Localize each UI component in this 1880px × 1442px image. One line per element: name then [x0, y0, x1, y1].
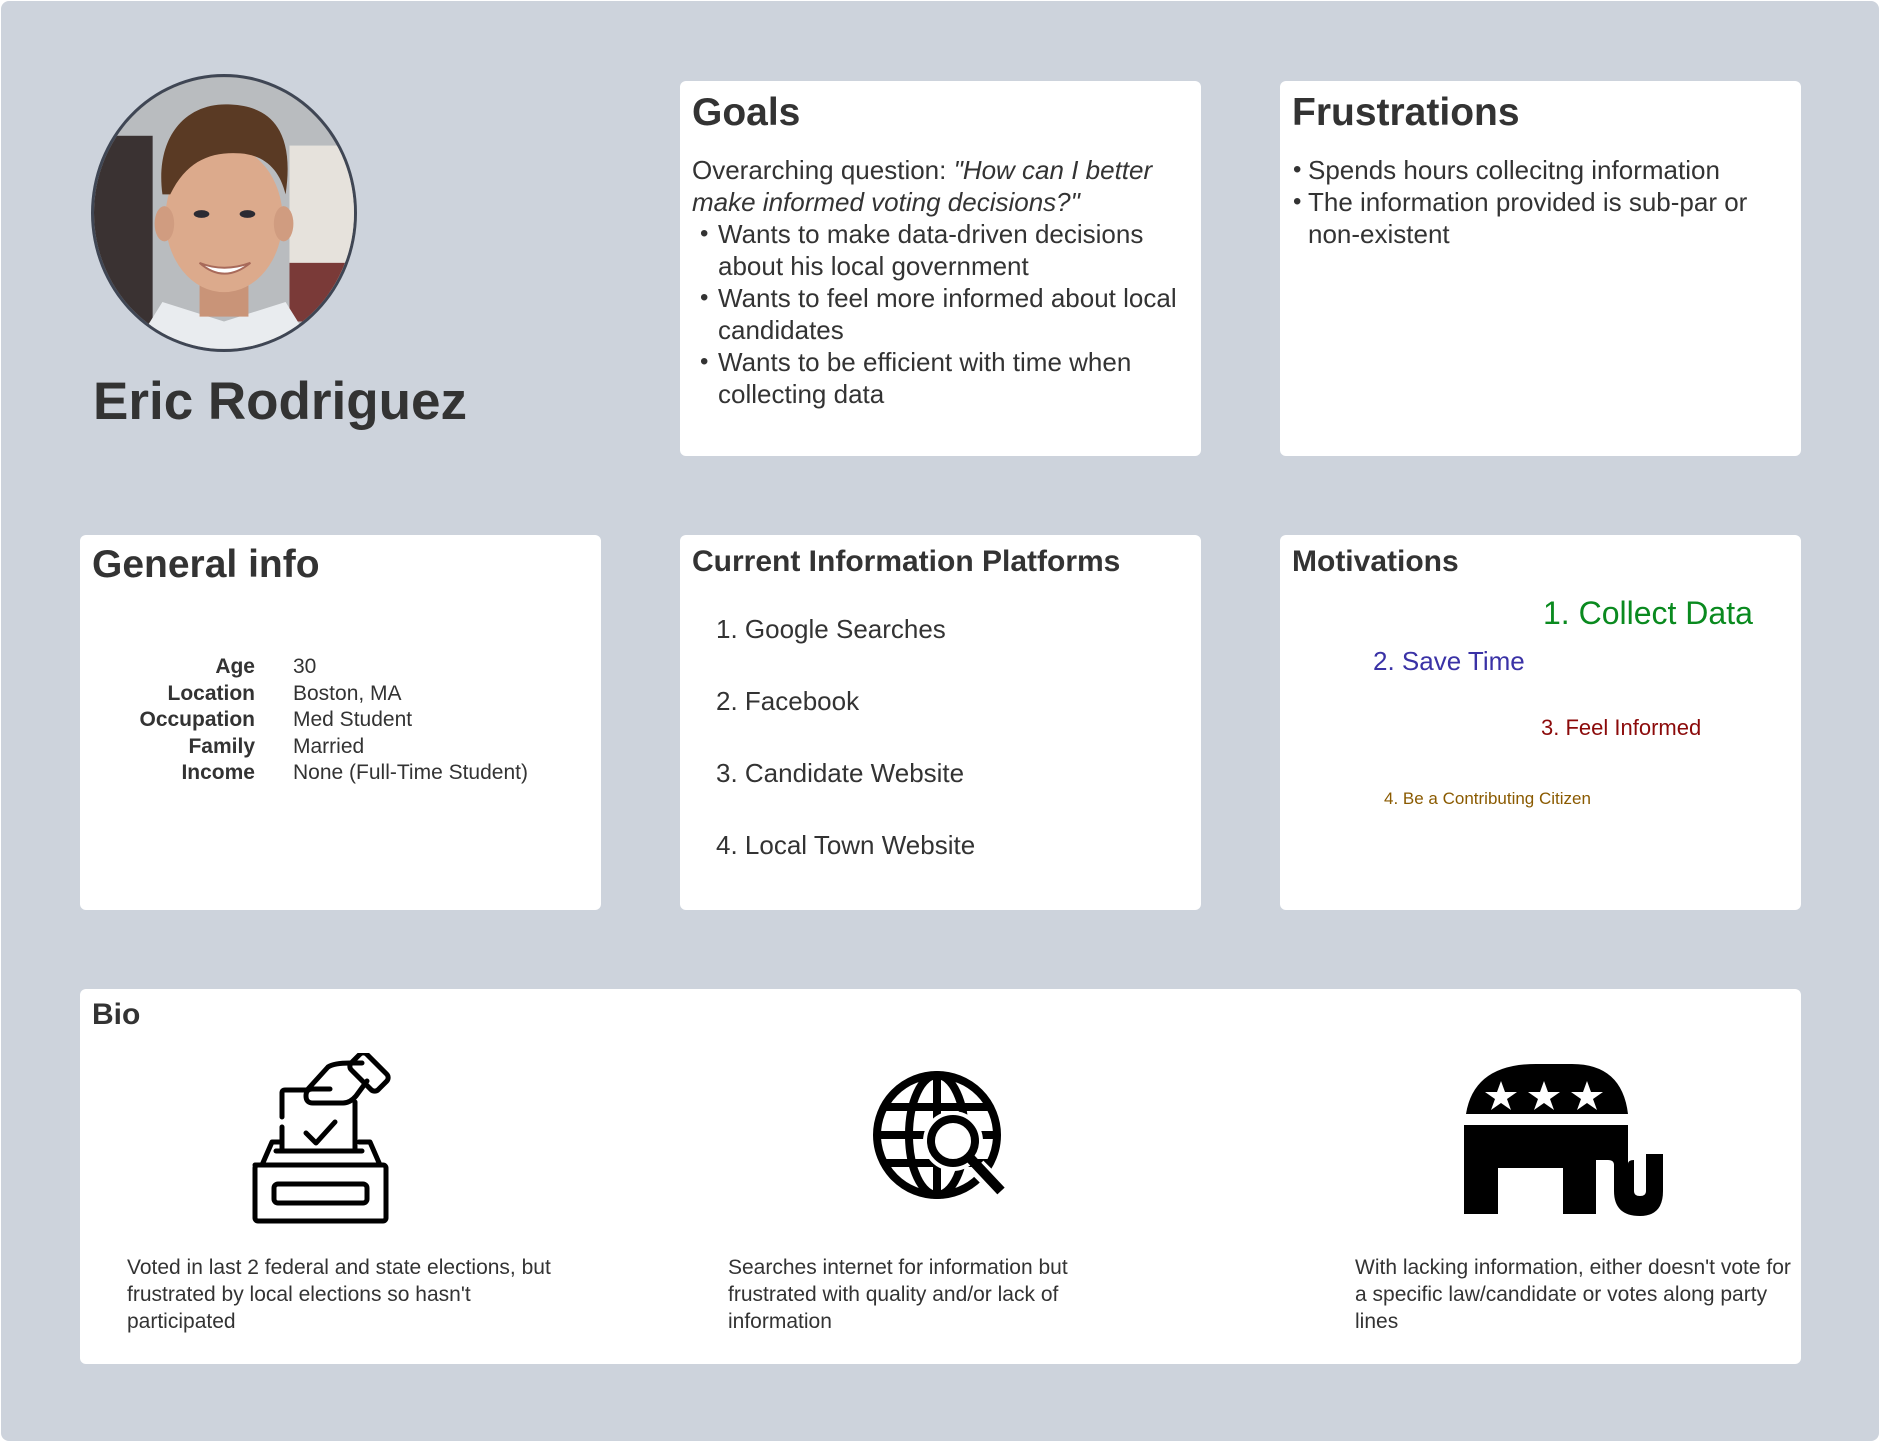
motivation-contributing-citizen: 4. Be a Contributing Citizen — [1384, 789, 1591, 808]
frustrations-list-item: • The information provided is sub-par or non-existent — [1285, 186, 1785, 250]
general-info-card — [80, 535, 601, 910]
platforms-list-item: 3. Candidate Website — [716, 758, 965, 788]
frustrations-title: Frustrations — [1292, 91, 1520, 134]
avatar — [91, 74, 357, 352]
info-row-location: Location Boston, MA — [167, 681, 402, 705]
motivation-save-time: 2. Save Time — [1373, 646, 1525, 676]
bio-text-party-lines: With lacking information, either doesn't vote for a specific law/candidate or votes along party lines — [1355, 1256, 1791, 1333]
persona-page — [1, 1, 1879, 1441]
goals-list-item: • Wants to make data-driven decisions about his local government — [692, 218, 1192, 282]
persona-name: Eric Rodriguez — [93, 372, 468, 431]
globe-search-icon — [873, 1071, 1009, 1203]
info-row-family: Family Married — [188, 734, 365, 758]
bio-text-voting: Voted in last 2 federal and state elections, but frustrated by local elections so hasn't participated — [127, 1256, 551, 1333]
info-row-occupation: Occupation Med Student — [139, 708, 413, 731]
goals-list — [692, 218, 1192, 410]
info-row-income: Income None (Full-Time Student) — [181, 761, 528, 784]
general-info-title: General info — [92, 543, 320, 586]
ballot-box-icon — [250, 1053, 392, 1227]
platforms-list — [716, 613, 975, 901]
motivation-feel-informed: 3. Feel Informed — [1541, 715, 1702, 740]
platforms-title: Current Information Platforms — [692, 545, 1121, 578]
portrait-photo — [94, 77, 354, 349]
motivation-collect-data: 1. Collect Data — [1543, 595, 1753, 631]
goals-title: Goals — [692, 91, 801, 134]
general-info-table — [80, 654, 601, 787]
frustrations-list — [1285, 154, 1785, 250]
motivations-card — [1280, 535, 1801, 910]
bio-text-internet-search: Searches internet for information but frustrated with quality and/or lack of information — [728, 1256, 1068, 1333]
platforms-card — [680, 535, 1201, 910]
platforms-list-item: 1. Google Searches — [716, 614, 946, 644]
goals-list-item: • Wants to feel more informed about local candidates — [692, 282, 1192, 346]
goals-list-item: • Wants to be efficient with time when collecting data — [692, 346, 1192, 410]
motivations-title: Motivations — [1292, 545, 1459, 578]
platforms-list-item: 4. Local Town Website — [716, 830, 976, 860]
bio-card — [80, 989, 1801, 1364]
goals-overarching-question: Overarching question: "How can I better make informed voting decisions?" — [692, 155, 1153, 217]
frustrations-list-item: • Spends hours collecitng information — [1285, 154, 1785, 186]
frustrations-card — [1280, 81, 1801, 456]
bio-title: Bio — [92, 998, 141, 1031]
goals-question-quote: "How can I better make informed voting decisions?" — [692, 155, 1153, 217]
republican-elephant-icon — [1464, 1064, 1664, 1216]
goals-card — [680, 81, 1201, 456]
platforms-list-item: 2. Facebook — [716, 686, 860, 716]
info-row-age: Age 30 — [215, 655, 317, 678]
